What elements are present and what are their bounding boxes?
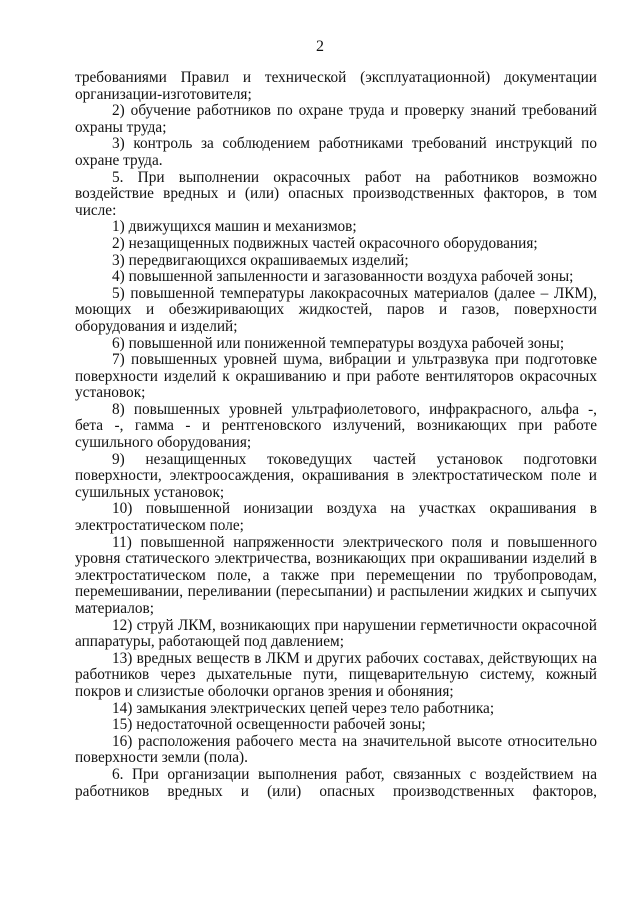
text-line: 12) струй ЛКМ, возникающих при нарушении герметичности окрасочной [112,616,597,634]
text-line: 2) незащищенных подвижных частей окрасочного оборудования; [112,234,538,252]
paragraph [75,286,597,336]
text-line: 6) повышенной или пониженной температуры воздуха рабочей зоны; [112,334,565,352]
text-line: 7) повышенных уровней шума, вибрации и ультразвука при подготовке [112,351,597,369]
text-line: организации-изготовителя; [75,85,252,103]
paragraph [75,336,597,353]
text-line: 5. При выполнении окрасочных работ на работников возможно [112,168,597,186]
paragraph [75,734,597,767]
paragraph [75,701,597,718]
paragraph [75,767,597,800]
text-line: электростатическом поле; [75,517,244,535]
text-line: аппаратуры, работающей под давлением; [75,633,344,651]
paragraph [75,236,597,253]
text-line: числе: [75,201,117,219]
paragraph [75,170,597,220]
text-line: 1) движущихся машин и механизмов; [112,218,357,236]
paragraph [75,618,597,651]
text-line: 15) недостаточной освещенности рабочей зоны; [112,716,426,734]
text-line: сушильного оборудования; [75,434,252,452]
text-line: уровня статического электричества, возникающих при окрашивании изделий в [75,550,597,568]
paragraph [75,651,597,701]
text-line: охраны труда; [75,118,167,136]
text-line: воздействие вредных и (или) опасных производственных факторов, в том [75,185,597,203]
text-line: сушильных установок; [75,483,225,501]
paragraph [75,136,597,169]
text-line: перемешивании, переливании (пересыпании) и распылении жидких и сыпучих [75,583,597,601]
paragraph [75,452,597,502]
paragraph [75,269,597,286]
paragraph [75,253,597,270]
text-line: 4) повышенной запыленности и загазованности воздуха рабочей зоны; [112,268,574,286]
page-number: 2 [316,38,324,55]
text-line: моющих и обезжиривающих жидкостей, паров и газов, поверхности [75,301,597,319]
paragraph [75,402,597,452]
paragraph [75,535,597,618]
text-line: поверхности земли (пола). [75,749,248,767]
text-line: установок; [75,384,146,402]
text-line: 14) замыкания электрических цепей через тело работника; [112,699,495,717]
text-line: 13) вредных веществ в ЛКМ и других рабочих составах, действующих на [112,649,597,667]
text-line: работников вредных и (или) опасных производственных факторов, [75,782,597,800]
text-line: 10) повышенной ионизации воздуха на участках окрашивания в [112,500,597,518]
text-line: требованиями Правил и технической (эксплуатационной) документации [75,69,597,86]
text-line: работников через дыхательные пути, пищеварительную систему, кожный [75,666,597,684]
text-line: 16) расположения рабочего места на значительной высоте относительно [112,732,597,750]
text-line: 8) повышенных уровней ультрафиолетового, инфракрасного, альфа -, [112,400,597,418]
text-line: бета -, гамма - и рентгеновского излучений, возникающих при работе [75,417,597,435]
paragraph [75,717,597,734]
paragraph [75,501,597,534]
text-line: оборудования и изделий; [75,317,238,335]
document-body [75,70,597,800]
paragraph [75,352,597,402]
text-line: поверхности, электроосаждения, окрашивания в электростатическом поле и [75,467,597,485]
text-line: 5) повышенной температуры лакокрасочных материалов (далее – ЛКМ), [112,284,597,302]
text-line: материалов; [75,600,154,617]
paragraph [75,219,597,236]
paragraph [75,103,597,136]
text-line: поверхности изделий к окрашиванию и при работе вентиляторов окрасочных [75,367,597,385]
text-line: 6. При организации выполнения работ, связанных с воздействием на [112,765,597,783]
text-line: охране труда. [75,151,163,169]
text-line: 3) контроль за соблюдением работниками требований инструкций по [112,135,597,153]
text-line: электростатическом поле, а также при перемещении по трубопроводам, [75,566,597,584]
text-line: 11) повышенной напряженности электрического поля и повышенного [112,533,597,551]
paragraph [75,70,597,103]
text-line: покров и слизистые оболочки органов зрения и обоняния; [75,682,454,700]
text-line: 9) незащищенных токоведущих частей установок подготовки [112,450,597,468]
text-line: 2) обучение работников по охране труда и проверку знаний требований [112,102,597,120]
text-line: 3) передвигающихся окрашиваемых изделий; [112,251,409,269]
